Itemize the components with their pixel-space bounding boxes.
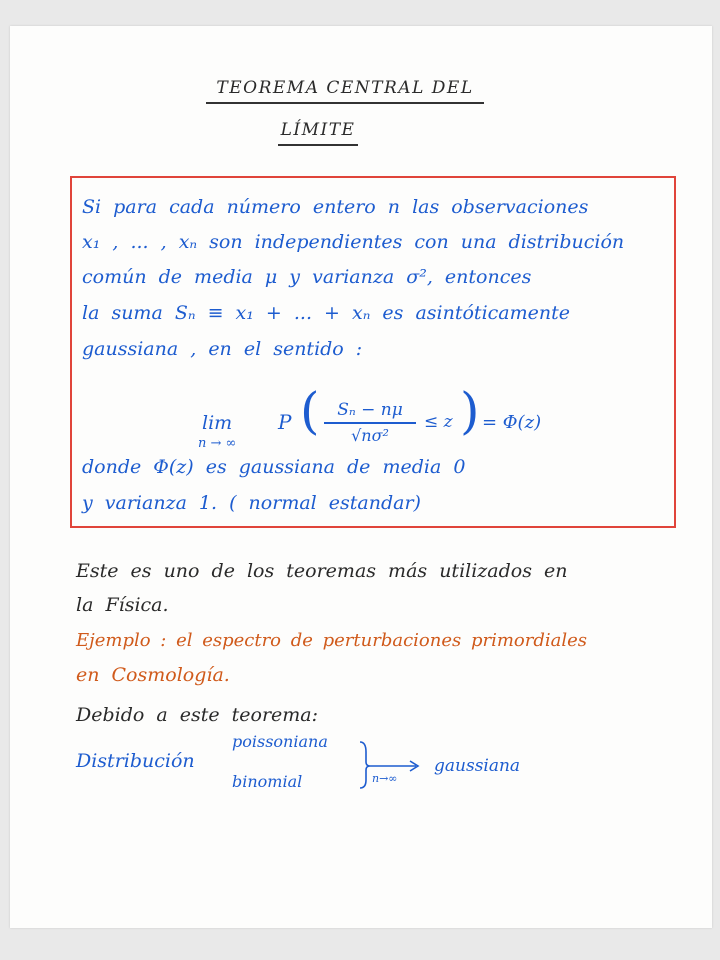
formula-close-paren: ) bbox=[460, 382, 480, 440]
limit-arrow-bracket bbox=[356, 738, 436, 794]
body-line-1: Este es uno de los teoremas más utilizados en bbox=[76, 560, 568, 582]
theorem-line-5: gaussiana , en el sentido : bbox=[82, 338, 363, 360]
limit-formula bbox=[198, 382, 562, 454]
debido-line: Debido a este teorema: bbox=[76, 704, 319, 726]
theorem-line-6: donde Φ(z) es gaussiana de media 0 bbox=[82, 456, 466, 478]
theorem-line-3: común de media μ y varianza σ², entonces bbox=[82, 266, 532, 288]
poissoniana-label: poissoniana bbox=[232, 732, 328, 751]
distribucion-label: Distribución bbox=[76, 750, 195, 772]
notebook-page bbox=[10, 26, 712, 928]
page-title: TEOREMA CENTRAL DEL bbox=[206, 78, 484, 104]
formula-fraction bbox=[324, 400, 416, 445]
formula-open-paren: ( bbox=[300, 382, 320, 440]
formula-numerator: Sₙ − nμ bbox=[337, 400, 403, 420]
theorem-line-7: y varianza 1. ( normal estandar) bbox=[82, 492, 421, 514]
example-line-2: en Cosmología. bbox=[76, 664, 230, 686]
theorem-line-2: x₁ , ... , xₙ son independientes con una distribución bbox=[82, 231, 625, 253]
formula-denominator: √nσ² bbox=[351, 426, 389, 445]
binomial-label: binomial bbox=[232, 772, 303, 791]
formula-inequality: ≤ z bbox=[424, 412, 453, 432]
arrow-subscript: n→∞ bbox=[372, 772, 398, 785]
theorem-line-4: la suma Sₙ ≡ x₁ + ... + xₙ es asintóticamente bbox=[82, 302, 570, 324]
theorem-line-1: Si para cada número entero n las observaciones bbox=[82, 196, 589, 218]
example-line-1: Ejemplo : el espectro de perturbaciones primordiales bbox=[76, 630, 588, 651]
formula-probability: P bbox=[278, 410, 292, 434]
fraction-bar bbox=[324, 422, 416, 424]
gaussiana-label: gaussiana bbox=[434, 756, 521, 776]
formula-rhs: = Φ(z) bbox=[482, 412, 542, 433]
page-subtitle: LÍMITE bbox=[278, 120, 358, 146]
formula-lim-subscript: n → ∞ bbox=[198, 436, 237, 451]
formula-lim: lim bbox=[202, 412, 233, 434]
body-line-2: la Física. bbox=[76, 594, 169, 616]
